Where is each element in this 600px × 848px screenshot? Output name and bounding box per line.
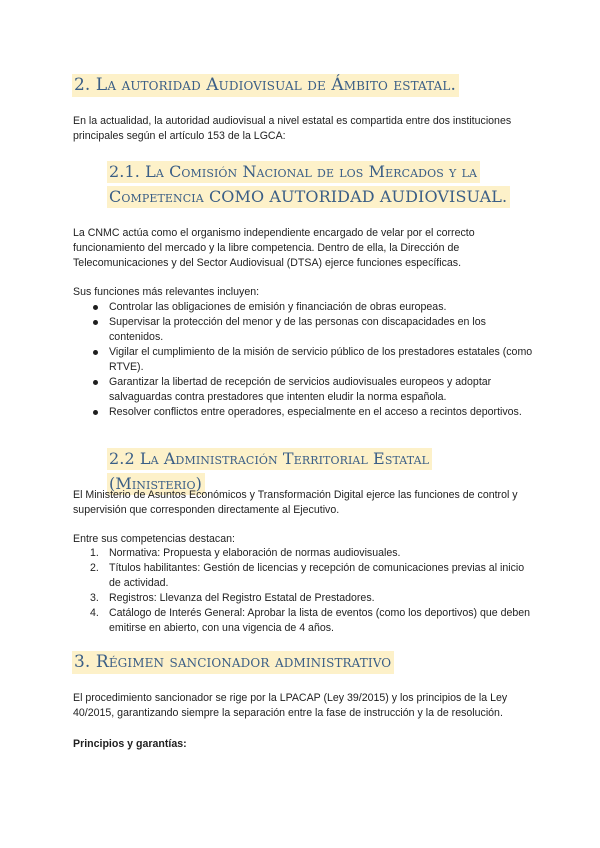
list-item: Supervisar la protección del menor y de las personas con discapacidades en los contenidos. (73, 315, 533, 345)
section-2-heading (72, 73, 542, 98)
section-2-2-intro: El Ministerio de Asuntos Económicos y Transformación Digital ejerce las funciones de control y supervisión que corresponden directamente al Ejecutivo. (73, 489, 518, 516)
list-item: Controlar las obligaciones de emisión y financiación de obras europeas. (73, 300, 533, 315)
section-3-title: 3. Régimen sancionador administrativo (72, 651, 394, 674)
section-3-subheading: Principios y garantías: (73, 738, 187, 750)
list-item: Garantizar la libertad de recepción de servicios audiovisuales europeos y adoptar salvaguardas contra prestadores que intenten eludir la norma española. (73, 375, 533, 405)
section-2-1-intro: La CNMC actúa como el organismo independiente encargado de velar por el correcto funcionamiento del mercado y la libre competencia. Dentro de ella, la Dirección de Telecomunicaciones y del Sector Audiovisual (DTSA) ejerce funciones específicas. (73, 227, 475, 269)
list-item-text: Registros: Llevanza del Registro Estatal de Prestadores. (109, 592, 375, 604)
section-2-2-title: 2.2 La Administración Territorial Estatal (Ministerio) (107, 448, 432, 495)
section-2-1-function-list (73, 300, 533, 420)
section-2-intro: En la actualidad, la autoridad audiovisual a nivel estatal es compartida entre dos instituciones principales según el artículo 153 de la LGCA: (73, 115, 512, 142)
section-2-title: 2. La autoridad Audiovisual de Ámbito estatal. (72, 74, 459, 97)
section-2-1-heading (107, 159, 527, 209)
section-2-2-list-intro: Entre sus competencias destacan: (73, 533, 235, 545)
list-item-text: Normativa: Propuesta y elaboración de normas audiovisuales. (109, 547, 401, 559)
list-item (73, 546, 533, 561)
list-item: Resolver conflictos entre operadores, especialmente en el acceso a recintos deportivos. (73, 405, 533, 420)
list-item (73, 591, 533, 606)
list-item-number: 4. (90, 607, 99, 619)
list-item-number: 2. (90, 562, 99, 574)
section-3-intro: El procedimiento sancionador se rige por la LPACAP (Ley 39/2015) y los principios de la Ley 40/2015, garantizando siempre la separación entre la fase de instrucción y la de resolución. (73, 692, 508, 719)
section-3-heading (72, 650, 542, 675)
list-item: Vigilar el cumplimiento de la misión de servicio público de los prestadores estatales (como RTVE). (73, 345, 533, 375)
list-item (73, 561, 533, 591)
section-2-2-competence-list (73, 546, 533, 636)
list-item-number: 1. (90, 547, 99, 559)
section-2-1-list-intro: Sus funciones más relevantes incluyen: (73, 286, 260, 298)
list-item-number: 3. (90, 592, 99, 604)
list-item-text: Títulos habilitantes: Gestión de licencias y recepción de comunicaciones previas al inicio de actividad. (109, 562, 525, 589)
list-item (73, 606, 533, 636)
list-item-text: Catálogo de Interés General: Aprobar la lista de eventos (como los deportivos) que deben emitirse en abierto, con una vigencia de 4 años. (109, 607, 531, 634)
section-2-1-title: 2.1. La Comisión Nacional de los Mercados y la Competencia COMO AUTORIDAD AUDIOVISUAL. (107, 161, 510, 208)
